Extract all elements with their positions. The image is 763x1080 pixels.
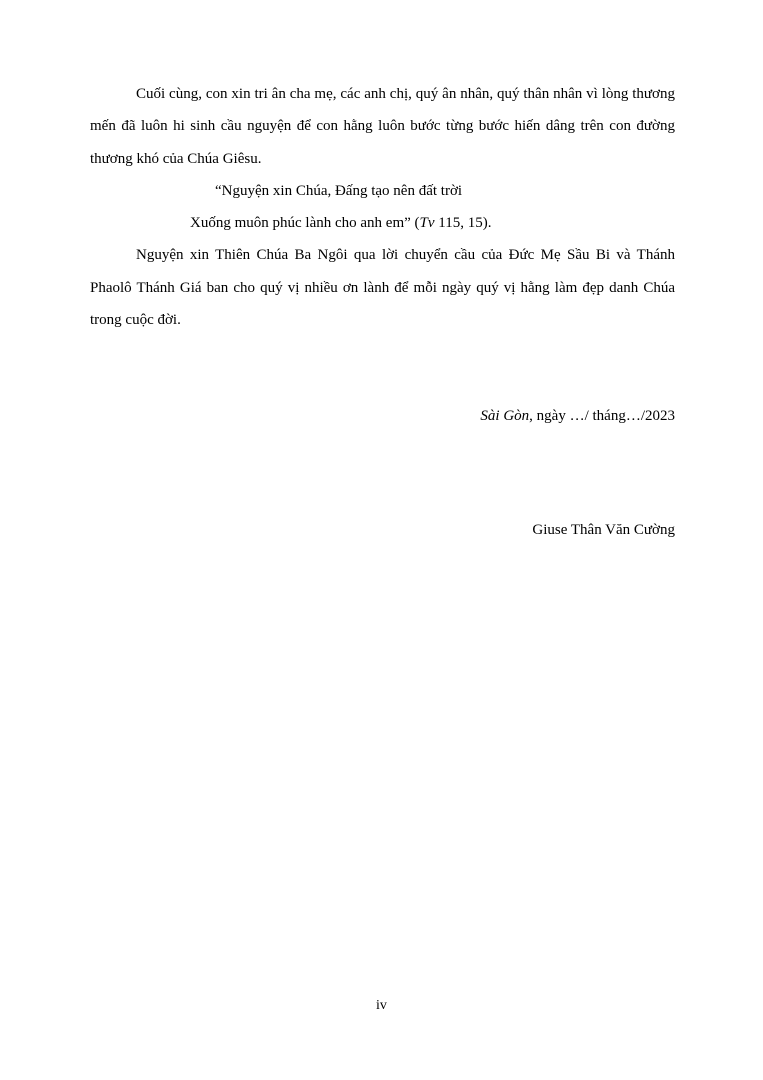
date-line [90,408,675,425]
quote-reference-rest: 115, 15). [434,215,492,231]
signature-name: Giuse Thân Văn Cường [532,522,675,538]
quote-line-2-text: Xuống muôn phúc lành cho anh em” ( [190,215,420,231]
date-rest: , ngày …/ tháng…/2023 [529,408,675,424]
page-number: iv [376,998,387,1013]
date-place: Sài Gòn [480,408,530,424]
paragraph-blessing: Nguyện xin Thiên Chúa Ba Ngôi qua lời chuyển cầu của Đức Mẹ Sầu Bi và Thánh Phaolô Thánh Giá ban cho quý vị nhiều ơn lành để mỗi ngày quý vị hằng làm đẹp danh Chúa trong cuộc đời. [90,247,675,328]
quote-line-2 [90,207,675,239]
quote-reference-abbrev: Tv [419,215,435,231]
paragraph-acknowledgement: Cuối cùng, con xin tri ân cha mẹ, các anh chị, quý ân nhân, quý thân nhân vì lòng thương mến đã luôn hi sinh cầu nguyện để con hằng luôn bước từng bước hiến dâng trên con đường thương khó của Chúa Giêsu. [90,86,675,167]
quote-line-1: “Nguyện xin Chúa, Đấng tạo nên đất trời [215,182,463,199]
document-body [90,78,675,336]
